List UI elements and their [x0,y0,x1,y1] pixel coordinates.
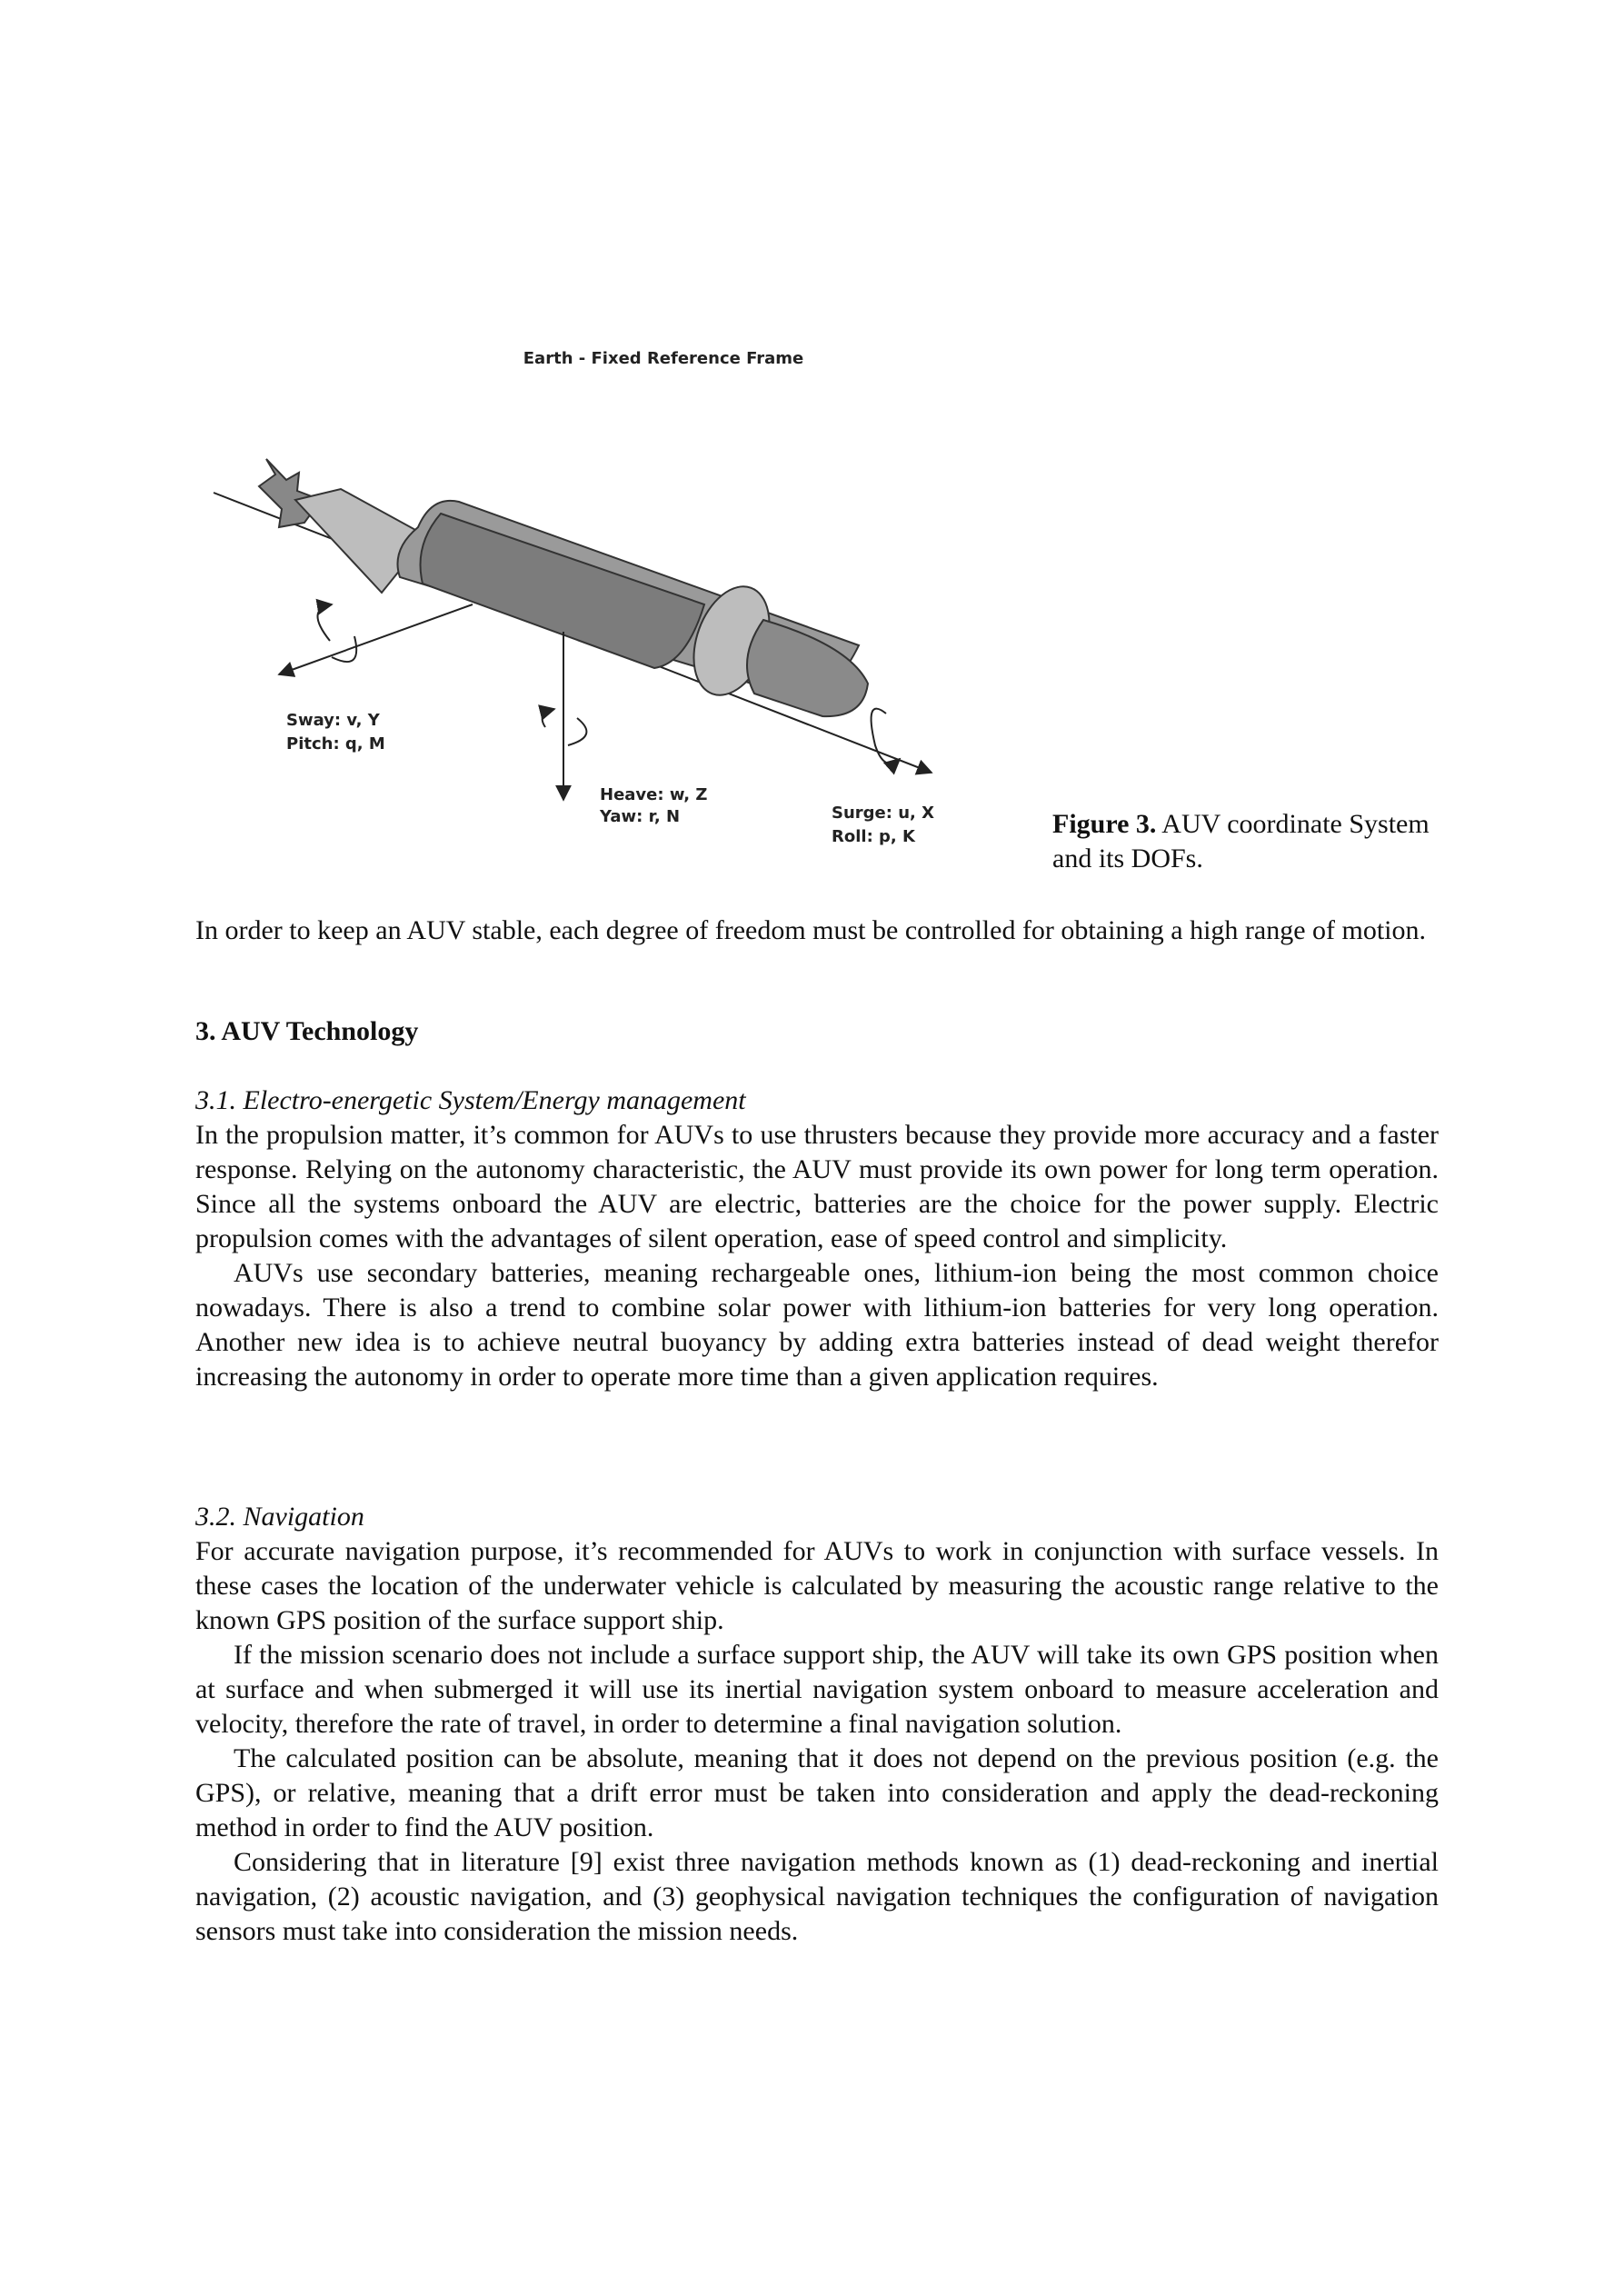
subsection-1-body [195,1118,1439,1394]
figure-caption-label: Figure 3. [1052,809,1157,839]
heave-yaw-axis [543,632,587,800]
figure-caption [1052,807,1434,876]
sway-pitch-axis [279,604,473,674]
sway-label: Sway: v, Y [286,711,380,730]
intro-paragraph-block [195,913,1439,948]
roll-label: Roll: p, K [832,827,915,846]
frame-title: Earth - Fixed Reference Frame [523,349,804,368]
auv-diagram [195,345,950,873]
subsection-heading-2: 3.2. Navigation [195,1502,364,1532]
paragraph: The calculated position can be absolute, meaning that it does not depend on the previous position (e.g. the GPS), or relative, meaning that a drift error must be taken into consideration and apply the dead-reckoning method in order to find the AUV position. [195,1743,1439,1842]
yaw-label: Yaw: r, N [600,807,681,826]
section-heading: 3. AUV Technology [195,1016,419,1046]
surge-label: Surge: u, X [832,804,935,823]
subsection-heading-1: 3.1. Electro-energetic System/Energy management [195,1085,746,1115]
intro-paragraph: In order to keep an AUV stable, each degree of freedom must be controlled for obtaining a high range of motion. [195,915,1427,945]
paragraph: AUVs use secondary batteries, meaning rechargeable ones, lithium-ion being the most common choice nowadays. There is also a trend to combine solar power with lithium-ion batteries for very long operation. Another new idea is to achieve neutral buoyancy by adding extra batteries instead of dead weight therefor increasing the autonomy in order to operate more time than a given application requires. [195,1258,1439,1392]
paragraph: If the mission scenario does not include a surface support ship, the AUV will take its own GPS position when at surface and when submerged it will use its inertial navigation system onboard to measure acceleration and velocity, therefore the rate of travel, in order to determine a final navigation solution. [195,1640,1439,1739]
paragraph: Considering that in literature [9] exist three navigation methods known as (1) dead-reckoning and inertial navigation, (2) acoustic navigation, and (3) geophysical navigation techniques the configuration of navigation sensors must take into consideration the mission needs. [195,1847,1439,1946]
paragraph: For accurate navigation purpose, it’s recommended for AUVs to work in conjunction with surface vessels. In these cases the location of the underwater vehicle is calculated by measuring the acoustic range relative to the known GPS position of the surface support ship. [195,1536,1439,1635]
pitch-label: Pitch: q, M [286,734,385,754]
subsection-2-body [195,1534,1439,1949]
auv-figure [195,345,950,873]
figure-caption-text: AUV coordinate System and its DOFs. [1052,809,1430,873]
auv-hull-section [421,514,705,668]
heave-label: Heave: w, Z [600,785,708,804]
paragraph: In the propulsion matter, it’s common for AUVs to use thrusters because they provide more accuracy and a faster response. Relying on the autonomy characteristic, the AUV must provide its own power for long term operation. Since all the systems onboard the AUV are electric, batteries are the choice for the power supply. Electric propulsion comes with the advantages of silent operation, ease of speed control and simplicity. [195,1120,1439,1253]
